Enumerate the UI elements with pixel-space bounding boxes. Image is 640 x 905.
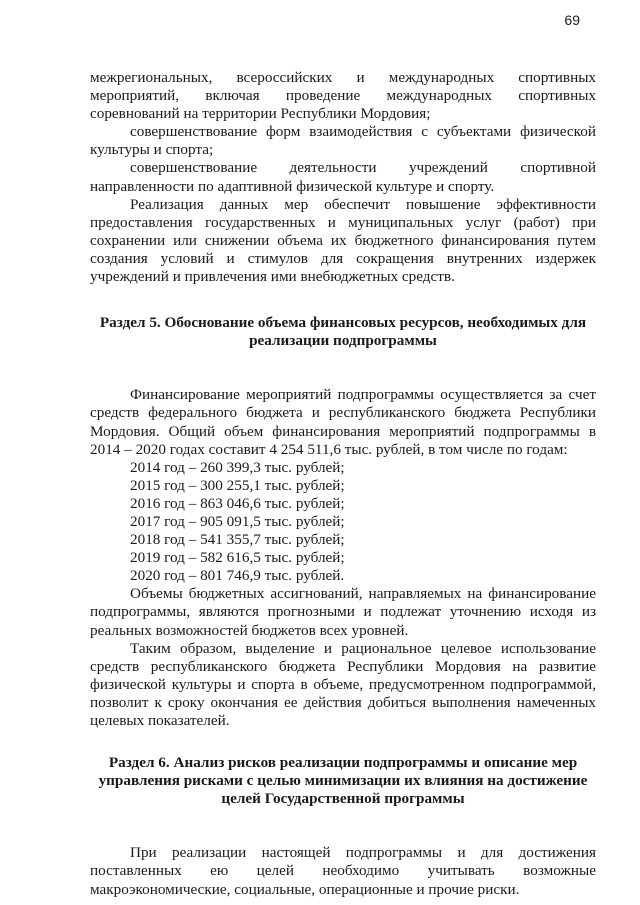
intro-paragraph-2: совершенствование форм взаимодействия с субъектами физической культуры и спорта; [90,123,596,159]
section-5-lead-paragraph: Финансирование мероприятий подпрограммы осуществляется за счет средств федерального бюджета и республиканского бюджета Республики Мордовия. Общий объем финансирования мероприятий подпрограммы в 2014 – 2020 годах составит 4 254 511,6 тыс. рублей, в том числе по годам: [90,386,596,458]
section-5-heading: Раздел 5. Обоснование объема финансовых ресурсов, необходимых для реализации подпрограммы [99,314,587,350]
financing-year-item: 2018 год – 541 355,7 тыс. рублей; [130,531,345,549]
financing-year-item: 2019 год – 582 616,5 тыс. рублей; [130,549,345,567]
section-6-heading: Раздел 6. Анализ рисков реализации подпрограммы и описание мер управления рисками с целью минимизации их влияния на достижение целей Государственной программы [98,754,588,808]
intro-paragraph-4: Реализация данных мер обеспечит повышение эффективности предоставления государственных и муниципальных услуг (работ) при сохранении или снижении объема их бюджетного финансирования путем создания условий и стимулов для сокращения внутренних издержек учреждений и привлечения ими внебюджетных средств. [90,195,596,286]
intro-paragraph-3: совершенствование деятельности учреждений спортивной направленности по адаптивной физической культуре и спорту. [90,159,596,195]
financing-year-item: 2014 год – 260 399,3 тыс. рублей; [130,458,345,476]
section-5-paragraph-2: Объемы бюджетных ассигнований, направляемых на финансирование подпрограммы, являются прогнозными и подлежат уточнению исходя из реальных возможностей бюджетов всех уровней. [90,585,596,639]
page-content [90,69,596,899]
section-5-paragraph-3: Таким образом, выделение и рациональное целевое использование средств республиканского бюджета Республики Мордовия на развитие физической культуры и спорта в объеме, предусмотренном подпрограммой, позволит к сроку окончания ее действия добиться выполнения намеченных целевых показателей. [90,639,596,729]
financing-year-item: 2015 год – 300 255,1 тыс. рублей; [130,476,345,494]
financing-year-item: 2020 год – 801 746,9 тыс. рублей. [130,567,345,585]
financing-year-item: 2017 год – 905 091,5 тыс. рублей; [130,512,345,530]
financing-by-year-list [90,459,596,586]
intro-paragraph-1: межрегиональных, всероссийских и международных спортивных мероприятий, включая проведение международных спортивных соревнований на территории Республики Мордовия; [90,69,596,123]
section-6-paragraph-1: При реализации настоящей подпрограммы и для достижения поставленных ею целей необходимо учитывать возможные макроэкономические, социальные, операционные и прочие риски. [90,844,596,898]
financing-year-item: 2016 год – 863 046,6 тыс. рублей; [130,494,345,512]
page-number: 69 [564,12,580,28]
